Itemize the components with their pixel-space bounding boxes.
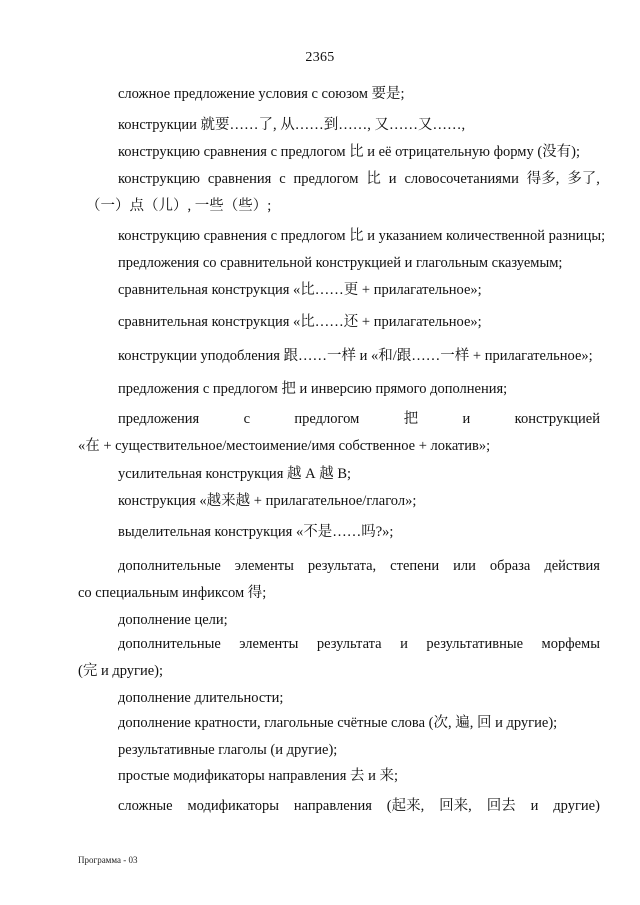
word: другие) [553, 798, 600, 814]
text-line-10: конструкции уподобления 跟……一样 и «和/跟……一样 + прилагательное»; [118, 348, 593, 364]
word: образа [489, 558, 531, 574]
word: 比 [366, 171, 381, 187]
word: сложные [118, 798, 173, 814]
word: результативные [426, 636, 524, 652]
word: степени [390, 558, 440, 574]
text-line-21: (完 и другие); [78, 663, 164, 679]
text-line-26-justified [118, 797, 600, 815]
word: (起来, [386, 798, 425, 814]
text-line-19: дополнение цели; [118, 612, 228, 628]
text-line-23: дополнение кратности, глагольные счётные слова (次, 遍, 回 и другие); [118, 715, 558, 731]
word: элементы [234, 558, 294, 574]
text-line-2: конструкции 就要……了, 从……到……, 又……又……, [118, 117, 466, 133]
word: результата, [307, 558, 377, 574]
text-line-14: усилительная конструкция 越 А 越 В; [118, 466, 352, 482]
text-line-9: сравнительная конструкция «比……还 + прилагательное»; [118, 314, 482, 330]
word: с [243, 411, 251, 427]
text-line-22: дополнение длительности; [118, 690, 284, 706]
word: предлогом [294, 411, 360, 427]
word: и [530, 798, 539, 814]
text-line-16: выделительная конструкция «不是……吗?»; [118, 524, 394, 540]
word: результата [316, 636, 382, 652]
text-line-3: конструкцию сравнения с предлогом 比 и её отрицательную форму (没有); [118, 144, 581, 160]
word: предложения [118, 411, 200, 427]
text-line-5: （一）点（儿）, 一些（些）; [86, 198, 272, 214]
word: дополнительные [118, 558, 221, 574]
word: конструкцией [514, 411, 600, 427]
text-line-15: конструкция «越来越 + прилагательное/глагол»; [118, 493, 417, 509]
text-line-4-justified [118, 170, 600, 188]
word: или [453, 558, 476, 574]
text-line-18: со специальным инфиксом 得; [78, 585, 267, 601]
word: словосочетаниями [404, 171, 519, 187]
word: дополнительные [118, 636, 221, 652]
word: и [400, 636, 408, 652]
text-line-12-justified [118, 410, 600, 428]
text-line-8: сравнительная конструкция «比……更 + прилагательное»; [118, 282, 482, 298]
word: действия [544, 558, 600, 574]
text-line-25: простые модификаторы направления 去 и 来; [118, 768, 399, 784]
word: направления [293, 798, 372, 814]
text-line-17-justified [118, 557, 600, 575]
word: модификаторы [187, 798, 280, 814]
text-line-7: предложения со сравнительной конструкцией и глагольным сказуемым; [118, 255, 563, 271]
word: с [279, 171, 286, 187]
page-number: 2365 [305, 50, 335, 65]
word: предлогом [293, 171, 359, 187]
word: морфемы [541, 636, 600, 652]
text-line-6: конструкцию сравнения с предлогом 比 и указанием количественной разницы; [118, 228, 606, 244]
word: конструкцию [118, 171, 200, 187]
word: и [462, 411, 471, 427]
word: 回去 [486, 798, 516, 814]
text-line-11: предложения с предлогом 把 и инверсию прямого дополнения; [118, 381, 508, 397]
word: 把 [403, 411, 419, 427]
text-line-24: результативные глаголы (и другие); [118, 742, 338, 758]
word: сравнения [207, 171, 272, 187]
word: 多了, [567, 171, 600, 187]
word: 得多, [526, 171, 560, 187]
text-line-13: «在 + существительное/местоимение/имя собственное + локатив»; [78, 438, 491, 454]
page-footer: Программа - 03 [78, 855, 138, 865]
word: и [388, 171, 397, 187]
text-line-20-justified [118, 635, 600, 653]
word: 回来, [439, 798, 472, 814]
word: элементы [239, 636, 299, 652]
text-line-1: сложное предложение условия с союзом 要是; [118, 86, 405, 102]
